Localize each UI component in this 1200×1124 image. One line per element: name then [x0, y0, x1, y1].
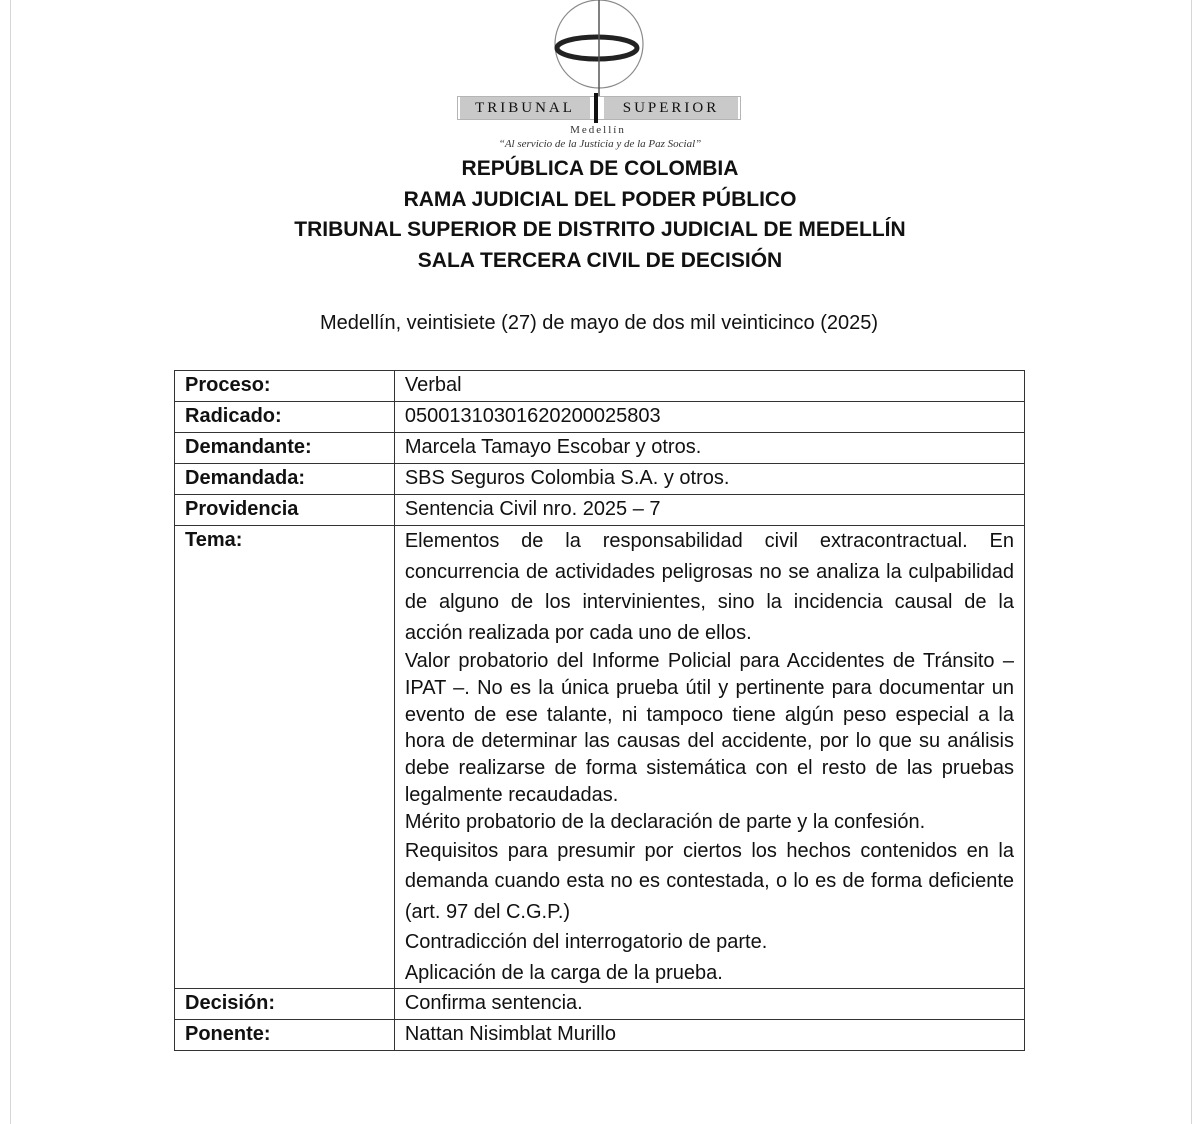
tema-item: Requisitos para presumir por ciertos los hechos contenidos en la demanda cuando esta no es contestada, o lo es de forma deficiente (art. 97 del C.G.P.): [404, 839, 1014, 923]
table-row-ponente: [175, 1020, 1025, 1051]
table-row-tema: [175, 526, 1025, 989]
logo-motto: “Al servicio de la Justicia y de la Paz Social”: [498, 138, 702, 150]
date-line: Medellín, veintisiete (27) de mayo de dos mil veinticinco (2025): [319, 312, 879, 334]
table-row-demandante: [175, 433, 1025, 464]
logo-city: Medellín: [570, 124, 626, 136]
logo-banner-right: SUPERIOR: [604, 97, 738, 119]
table-row-providencia: [175, 495, 1025, 526]
heading-republica: REPÚBLICA DE COLOMBIA: [461, 157, 739, 180]
tema-item: Aplicación de la carga de la prueba.: [404, 961, 723, 984]
demandada-value: SBS Seguros Colombia S.A. y otros.: [394, 464, 1024, 495]
providencia-value: Sentencia Civil nro. 2025 – 7: [394, 495, 1024, 526]
proceso-value: Verbal: [394, 371, 1024, 402]
decision-value: Confirma sentencia.: [394, 989, 1024, 1020]
tema-item: Elementos de la responsabilidad civil extracontractual. En concurrencia de actividades peligrosas no se analiza la culpabilidad de alguno de los intervinientes, sino la incidencia causal de la acción realizada por cada uno de ellos.: [404, 530, 1014, 644]
heading-sala: SALA TERCERA CIVIL DE DECISIÓN: [417, 249, 783, 272]
table-row-decision: [175, 989, 1025, 1020]
demandante-value: Marcela Tamayo Escobar y otros.: [394, 433, 1024, 464]
ponente-value: Nattan Nisimblat Murillo: [394, 1020, 1024, 1051]
case-info-table: [174, 370, 1025, 1051]
table-row-radicado: [175, 402, 1025, 433]
proceso-label: Proceso:: [175, 371, 395, 402]
heading-tribunal: TRIBUNAL SUPERIOR DE DISTRITO JUDICIAL DE MEDELLÍN: [294, 218, 906, 241]
tema-value: [394, 526, 1024, 989]
tema-item: Valor probatorio del Informe Policial para Accidentes de Tránsito – IPAT –. No es la única prueba útil y pertinente para documentar un evento de ese talante, ni tampoco tiene algún peso especial a la hora de determinar las causas del accidente, por lo que su análisis debe realizarse de forma sistemática con el resto de las pruebas legalmente recaudadas.: [404, 650, 1014, 806]
heading-rama-judicial: RAMA JUDICIAL DEL PODER PÚBLICO: [403, 188, 797, 211]
decision-label: Decisión:: [175, 989, 395, 1020]
providencia-label: Providencia: [175, 495, 395, 526]
radicado-value: 05001310301620200025803: [394, 402, 1024, 433]
tema-item: Contradicción del interrogatorio de parte.: [404, 931, 768, 954]
tema-label: Tema:: [175, 526, 395, 989]
radicado-label: Radicado:: [175, 402, 395, 433]
logo-banner-stem: [594, 93, 598, 123]
demandada-label: Demandada:: [175, 464, 395, 495]
tema-item: Mérito probatorio de la declaración de parte y la confesión.: [404, 810, 926, 833]
table-row-proceso: [175, 371, 1025, 402]
tribunal-logo-icon: [548, 0, 650, 96]
ponente-label: Ponente:: [175, 1020, 395, 1051]
logo-banner: [457, 96, 741, 120]
logo-banner-left: TRIBUNAL: [460, 97, 590, 119]
demandante-label: Demandante:: [175, 433, 395, 464]
table-row-demandada: [175, 464, 1025, 495]
